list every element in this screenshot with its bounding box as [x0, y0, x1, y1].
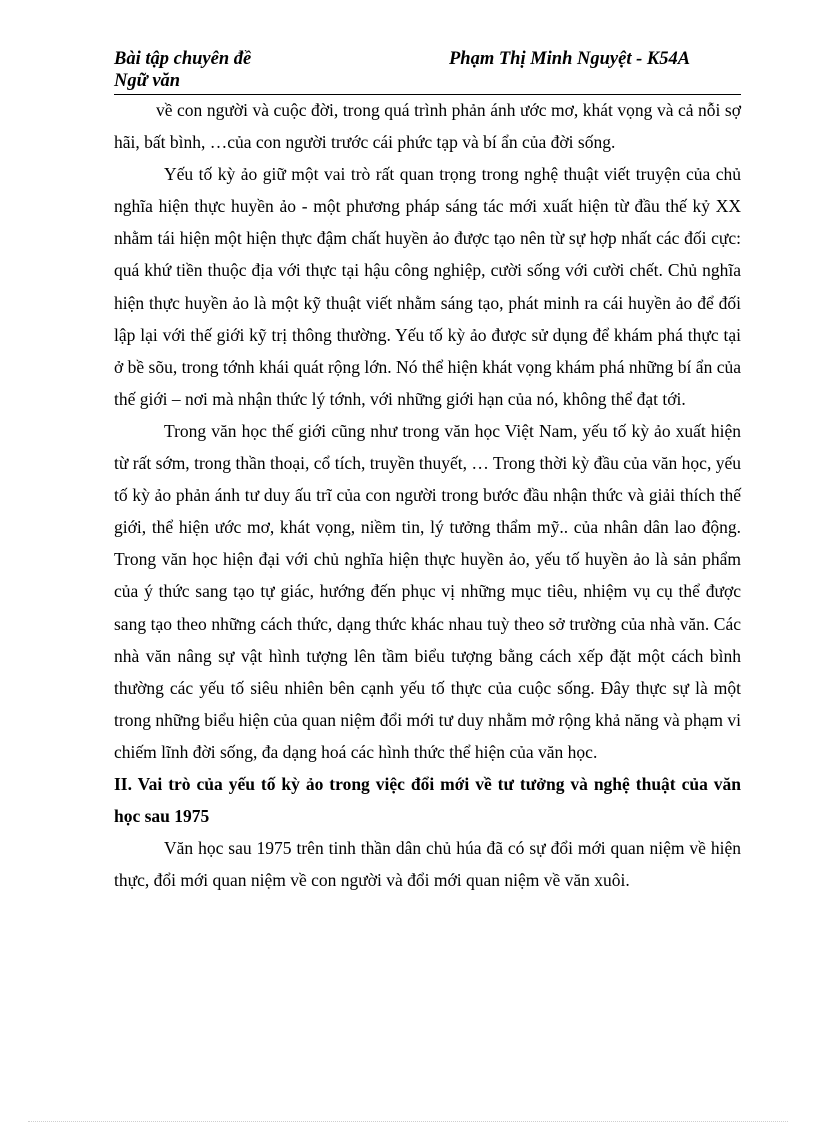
document-body	[114, 94, 741, 896]
header-left	[114, 48, 354, 92]
paragraph-literature-history: Trong văn học thế giới cũng như trong văn học Việt Nam, yếu tố kỳ ảo xuất hiện từ rất sớm, trong thần thoại, cổ tích, truyền thuyết, … Trong thời kỳ đầu của văn học, yếu tố kỳ ảo phản ánh tư duy ấu trĩ của con người trong bước đầu nhận thức và giải thích thế giới, thể hiện ước mơ, khát vọng, niềm tin, lý tưởng thẩm mỹ.. của nhân dân lao động. Trong văn học hiện đại với chủ nghĩa hiện thực huyền ảo, yếu tố huyền ảo là sản phẩm của ý thức sang tạo tự giác, hướng đến phục vị những mục tiêu, nhiệm vụ cụ thể được sang tạo theo những cách thức, dạng thức khác nhau tuỳ theo sở trường của nhà văn. Các nhà văn nâng sự vật hình tượng lên tầm biểu tượng bằng cách xếp đặt một cách bình thường các yếu tố siêu nhiên bên cạnh yếu tố thực của cuộc sống. Đây thực sự là một trong những biểu hiện của quan niệm đổi mới tư duy nhằm mở rộng khả năng và phạm vi chiếm lĩnh đời sống, đa dạng hoá các hình thức thể hiện của văn học.	[114, 420, 741, 762]
header-author: Phạm Thị Minh Nguyệt - K54A	[449, 49, 691, 69]
header-course-title: Bài tập chuyên đề	[114, 49, 252, 69]
paragraph-magic-realism: Yếu tố kỳ ảo giữ một vai trò rất quan trọng trong nghệ thuật viết truyện của chủ nghĩa hiện thực huyền ảo - một phương pháp sáng tác mới xuất hiện từ đầu thế kỷ XX nhằm tái hiện một hiện thực đậm chất huyền ảo được tạo nên từ sự hợp nhất các đối cực: quá khứ tiền thuộc địa với thực tại hậu công nghiệp, cười sống với cười chết. Chủ nghĩa hiện thực huyền ảo là một kỹ thuật viết nhằm sáng tạo, phát minh ra cái huyền ảo để đối lập lại với thế giới kỹ trị thông thường. Yếu tố kỳ ảo được sử dụng để khám phá thực tại ở bề sõu, trong tớnh khái quát rộng lớn. Nó thể hiện khát vọng khám phá những bí ẩn của thế giới – nơi mà nhận thức lý tớnh, với những giới hạn của nó, không thể đạt tới.	[114, 164, 741, 409]
paragraph-post-1975: Văn học sau 1975 trên tinh thần dân chủ húa đã có sự đổi mới quan niệm về hiện thực, đổi mới quan niệm về con người và đổi mới quan niệm về văn xuôi.	[114, 838, 741, 891]
page-bottom-border	[28, 1121, 788, 1122]
paragraph-continued: về con người và cuộc đời, trong quá trình phản ánh ước mơ, khát vọng và cả nỗi sợ hãi, bất bình, …của con người trước cái phức tạp và bí ẩn của đời sống.	[114, 100, 741, 153]
header-subject: Ngữ văn	[114, 71, 181, 91]
page-header	[114, 48, 741, 94]
section-heading: II. Vai trò của yếu tố kỳ ảo trong việc đổi mới về tư tưởng và nghệ thuật của văn học sau 1975	[114, 773, 741, 827]
